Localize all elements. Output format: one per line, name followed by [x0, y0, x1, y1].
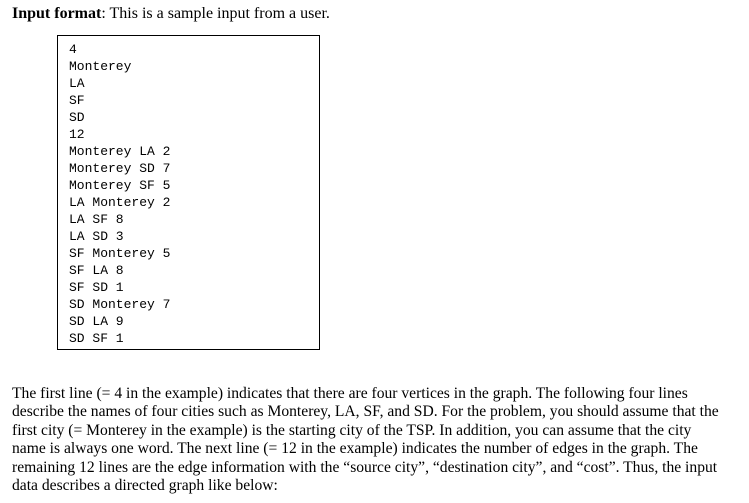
description-paragraph: The first line (= 4 in the example) indicates that there are four vertices in the graph. The following four lines describe the names of four cities such as Monterey, LA, SF, and SD. For the problem, you should assume that the first city (= Monterey in the example) is the starting city of the TSP. In addition, you can assume that the city name is always one word. The next line (= 12 in the example) indicates the number of edges in the graph. The remaining 12 lines are the edge information with the “source city”, “destination city”, and “cost”. Thus, the input data describes a directed graph like below: [12, 385, 719, 495]
input-format-heading [12, 4, 330, 24]
code-line: SD SF 1 [69, 331, 124, 346]
code-line: Monterey SF 5 [69, 178, 171, 193]
code-line: 12 [69, 127, 85, 142]
code-line: Monterey SD 7 [69, 161, 171, 176]
code-line: SF Monterey 5 [69, 246, 171, 261]
code-line: LA SF 8 [69, 212, 124, 227]
code-line: SD [69, 110, 85, 125]
code-line: SF LA 8 [69, 263, 124, 278]
code-line: SF [69, 93, 85, 108]
code-line: LA SD 3 [69, 229, 124, 244]
code-line: LA [69, 76, 85, 91]
input-format-label: Input format [12, 5, 102, 22]
input-format-text: : This is a sample input from a user. [101, 5, 330, 22]
code-line: LA Monterey 2 [69, 195, 171, 210]
code-line: SF SD 1 [69, 280, 124, 295]
code-line: SD Monterey 7 [69, 297, 171, 312]
code-line: 4 [69, 42, 77, 57]
sample-input-box [57, 35, 320, 350]
code-line: Monterey [69, 59, 132, 74]
code-line: SD LA 9 [69, 314, 124, 329]
code-line: Monterey LA 2 [69, 144, 171, 159]
